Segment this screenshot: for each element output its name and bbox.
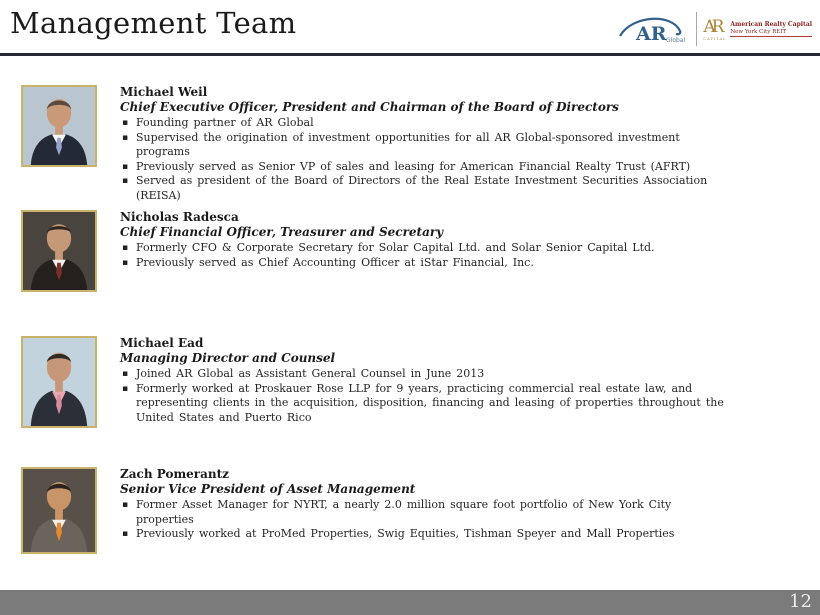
bullet-item: ▪ Former Asset Manager for NYRT, a nearly 2.0 million square foot portfolio of New York City properties	[120, 498, 728, 527]
ar-global-logo	[614, 9, 692, 49]
logo-divider	[696, 12, 697, 46]
bullet-item: ▪ Formerly worked at Proskauer Rose LLP for 9 years, practicing commercial real estate law, and representing clients in the acquisition, disposition, financing and leasing of properties throughout the United States and Puerto Rico	[120, 382, 728, 426]
profile-michael-weil	[0, 85, 820, 203]
bullet-item: ▪ Previously served as Senior VP of sales and leasing for American Financial Realty Trust (AFRT)	[120, 160, 728, 175]
headshot-michael-weil	[21, 85, 97, 167]
headshot-nicholas-radesca	[21, 210, 97, 292]
headshot-michael-ead	[21, 336, 97, 428]
logo-block	[614, 8, 816, 50]
footer-bar	[0, 590, 820, 615]
arc-monogram: AR	[703, 17, 721, 37]
bullet-item: ▪ Previously worked at ProMed Properties, Swig Equities, Tishman Speyer and Mall Properties	[120, 527, 728, 542]
header-rule	[0, 53, 820, 56]
arc-logo-line1: American Realty Capital	[730, 21, 812, 28]
member-name: Zach Pomerantz	[120, 467, 229, 481]
bullet-item: ▪ Previously served as Chief Accounting Officer at iStar Financial, Inc.	[120, 256, 728, 271]
member-title: Managing Director and Counsel	[120, 351, 336, 365]
profile-zach-pomerantz	[0, 467, 820, 542]
bullet-item: ▪ Joined AR Global as Assistant General Counsel in June 2013	[120, 367, 728, 382]
member-title: Senior Vice President of Asset Management	[120, 482, 416, 496]
member-bullets	[120, 241, 728, 270]
svg-text:AR: AR	[636, 23, 667, 45]
member-name: Michael Weil	[120, 85, 208, 99]
member-name: Michael Ead	[120, 336, 204, 350]
headshot-placeholder-image	[23, 87, 95, 165]
bullet-item: ▪ Supervised the origination of investment opportunities for all AR Global-sponsored investment programs	[120, 131, 728, 160]
headshot-zach-pomerantz	[21, 467, 97, 554]
svg-text:Global: Global	[666, 37, 686, 44]
arc-logo	[703, 17, 816, 41]
member-title: Chief Financial Officer, Treasurer and Secretary	[120, 225, 444, 239]
member-bullets	[120, 116, 728, 203]
member-bullets	[120, 367, 728, 425]
profile-michael-ead	[0, 336, 820, 425]
bullet-item: ▪ Served as president of the Board of Directors of the Real Estate Investment Securities Association (REISA)	[120, 174, 728, 203]
member-bullets	[120, 498, 728, 542]
arc-monogram-sub: CAPITAL	[703, 37, 727, 41]
member-name: Nicholas Radesca	[120, 210, 239, 224]
bullet-item: ▪ Founding partner of AR Global	[120, 116, 728, 131]
profile-nicholas-radesca	[0, 210, 820, 270]
headshot-placeholder-image	[23, 338, 95, 426]
member-title: Chief Executive Officer, President and Chairman of the Board of Directors	[120, 100, 619, 114]
headshot-placeholder-image	[23, 212, 95, 290]
bullet-item: ▪ Formerly CFO & Corporate Secretary for Solar Capital Ltd. and Solar Senior Capital Ltd.	[120, 241, 728, 256]
page-title: Management Team	[10, 6, 297, 40]
headshot-placeholder-image	[23, 469, 95, 552]
page-number: 12	[789, 591, 812, 612]
arc-logo-line2: New York City REIT	[730, 29, 812, 37]
